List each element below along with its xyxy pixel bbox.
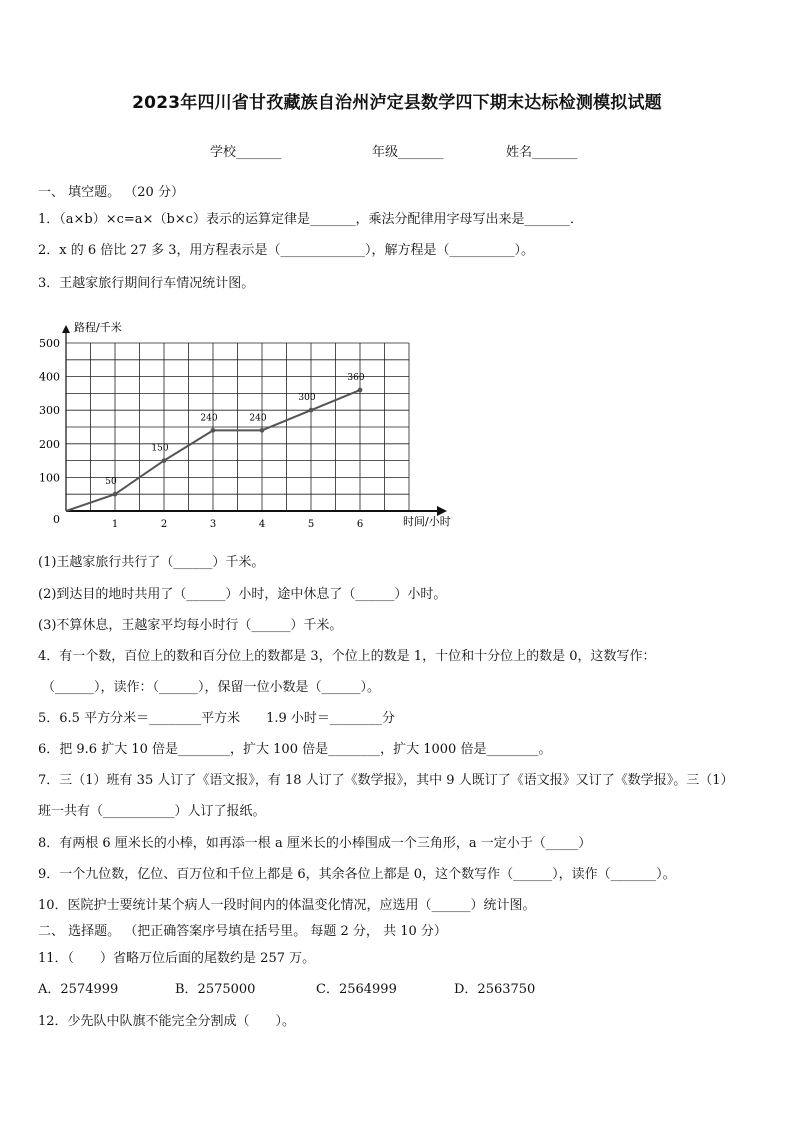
x-tick-label: 3 xyxy=(209,519,217,530)
data-label: 50 xyxy=(105,477,117,488)
section2-heading: 二、 选择题。 （把正确答案序号填在括号里。 每题 2 分， 共 10 分） xyxy=(38,924,447,939)
school-field: 学校_______ xyxy=(210,145,282,160)
question-11: 11．（ ）省略万位后面的尾数约是 257 万。 xyxy=(38,951,316,966)
question-5: 5．6.5 平方分米＝________平方米 1.9 小时＝________分 xyxy=(38,711,395,726)
y-tick-label: 100 xyxy=(39,471,60,485)
data-label: 300 xyxy=(298,393,316,404)
question-12: 12．少先队中队旗不能完全分割成（ ）。 xyxy=(38,1014,296,1029)
question-8: 8．有两根 6 厘米长的小棒，如再添一根 a 厘米长的小棒围成一个三角形，a 一定小于（_____） xyxy=(38,836,592,851)
y-axis-arrow xyxy=(62,325,70,333)
grade-field: 年级_______ xyxy=(372,145,444,160)
question-4-line-1: 4．有一个数，百位上的数和百分位上的数都是 3，个位上的数是 1，十位和十分位上的数是 0，这数写作： xyxy=(38,649,656,664)
x-tick-label: 1 xyxy=(111,519,119,530)
x-axis-label: 时间/小时 xyxy=(403,515,451,528)
data-point xyxy=(358,388,363,393)
data-label: 240 xyxy=(200,413,218,424)
y-tick-label: 200 xyxy=(39,437,60,451)
option-d: D．2563750 xyxy=(454,982,536,997)
question-7-line-2: 班一共有（___________）人订了报纸。 xyxy=(38,804,266,819)
x-tick-label: 4 xyxy=(258,519,266,530)
page-title: 2023年四川省甘孜藏族自治州泸定县数学四下期末达标检测模拟试题 xyxy=(132,93,662,113)
y-tick-label: 300 xyxy=(39,404,60,418)
data-point xyxy=(309,408,314,413)
data-label: 360 xyxy=(347,373,365,384)
option-a: A．2574999 xyxy=(38,982,119,997)
question-9: 9．一个九位数，亿位、百万位和千位上都是 6，其余各位上都是 0，这个数写作（______），读作（_______）。 xyxy=(38,867,676,882)
question-4-line-2: （______），读作：（______），保留一位小数是（______）。 xyxy=(42,680,381,695)
question-3: 3．王越家旅行期间行车情况统计图。 xyxy=(38,276,255,291)
option-b: B．2575000 xyxy=(175,982,256,997)
x-tick-label: 2 xyxy=(160,519,168,530)
question-3-part-2: (2)到达目的地时共用了（______）小时，途中休息了（______）小时。 xyxy=(38,587,447,602)
distance-time-line-chart xyxy=(30,306,470,532)
data-label: 240 xyxy=(249,413,267,424)
question-3-part-3: (3)不算休息，王越家平均每小时行（______）千米。 xyxy=(38,618,343,633)
x-tick-label: 6 xyxy=(356,519,364,530)
section1-heading: 一、 填空题。 （20 分） xyxy=(38,185,184,200)
x-tick-label: 0 xyxy=(53,513,60,526)
name-field: 姓名_______ xyxy=(506,145,578,160)
data-point xyxy=(113,492,118,497)
y-tick-label: 500 xyxy=(39,337,60,350)
x-tick-label: 5 xyxy=(307,519,315,530)
data-point xyxy=(162,458,167,463)
data-label: 150 xyxy=(151,443,169,454)
question-10: 10．医院护士要统计某个病人一段时间内的体温变化情况，应选用（______）统计图。 xyxy=(38,898,536,913)
question-7-line-1: 7．三（1）班有 35 人订了《语文报》，有 18 人订了《数学报》，其中 9 人既订了《语文报》又订了《数学报》。三（1） xyxy=(38,773,734,788)
question-2: 2．x 的 6 倍比 27 多 3，用方程表示是（_____________），解方程是（__________）。 xyxy=(38,243,534,258)
question-3-part-1: (1)王越家旅行共行了（______）千米。 xyxy=(38,555,265,570)
data-point xyxy=(260,428,265,433)
option-c: C．2564999 xyxy=(316,982,397,997)
question-1: 1．（a×b）×c=a×（b×c）表示的运算定律是_______，乘法分配律用字母写出来是_______． xyxy=(38,212,583,227)
y-axis-label: 路程/千米 xyxy=(74,321,122,334)
data-point xyxy=(211,428,216,433)
y-tick-label: 400 xyxy=(39,370,60,384)
question-6: 6．把 9.6 扩大 10 倍是________，扩大 100 倍是________，扩大 1000 倍是________。 xyxy=(38,742,552,757)
